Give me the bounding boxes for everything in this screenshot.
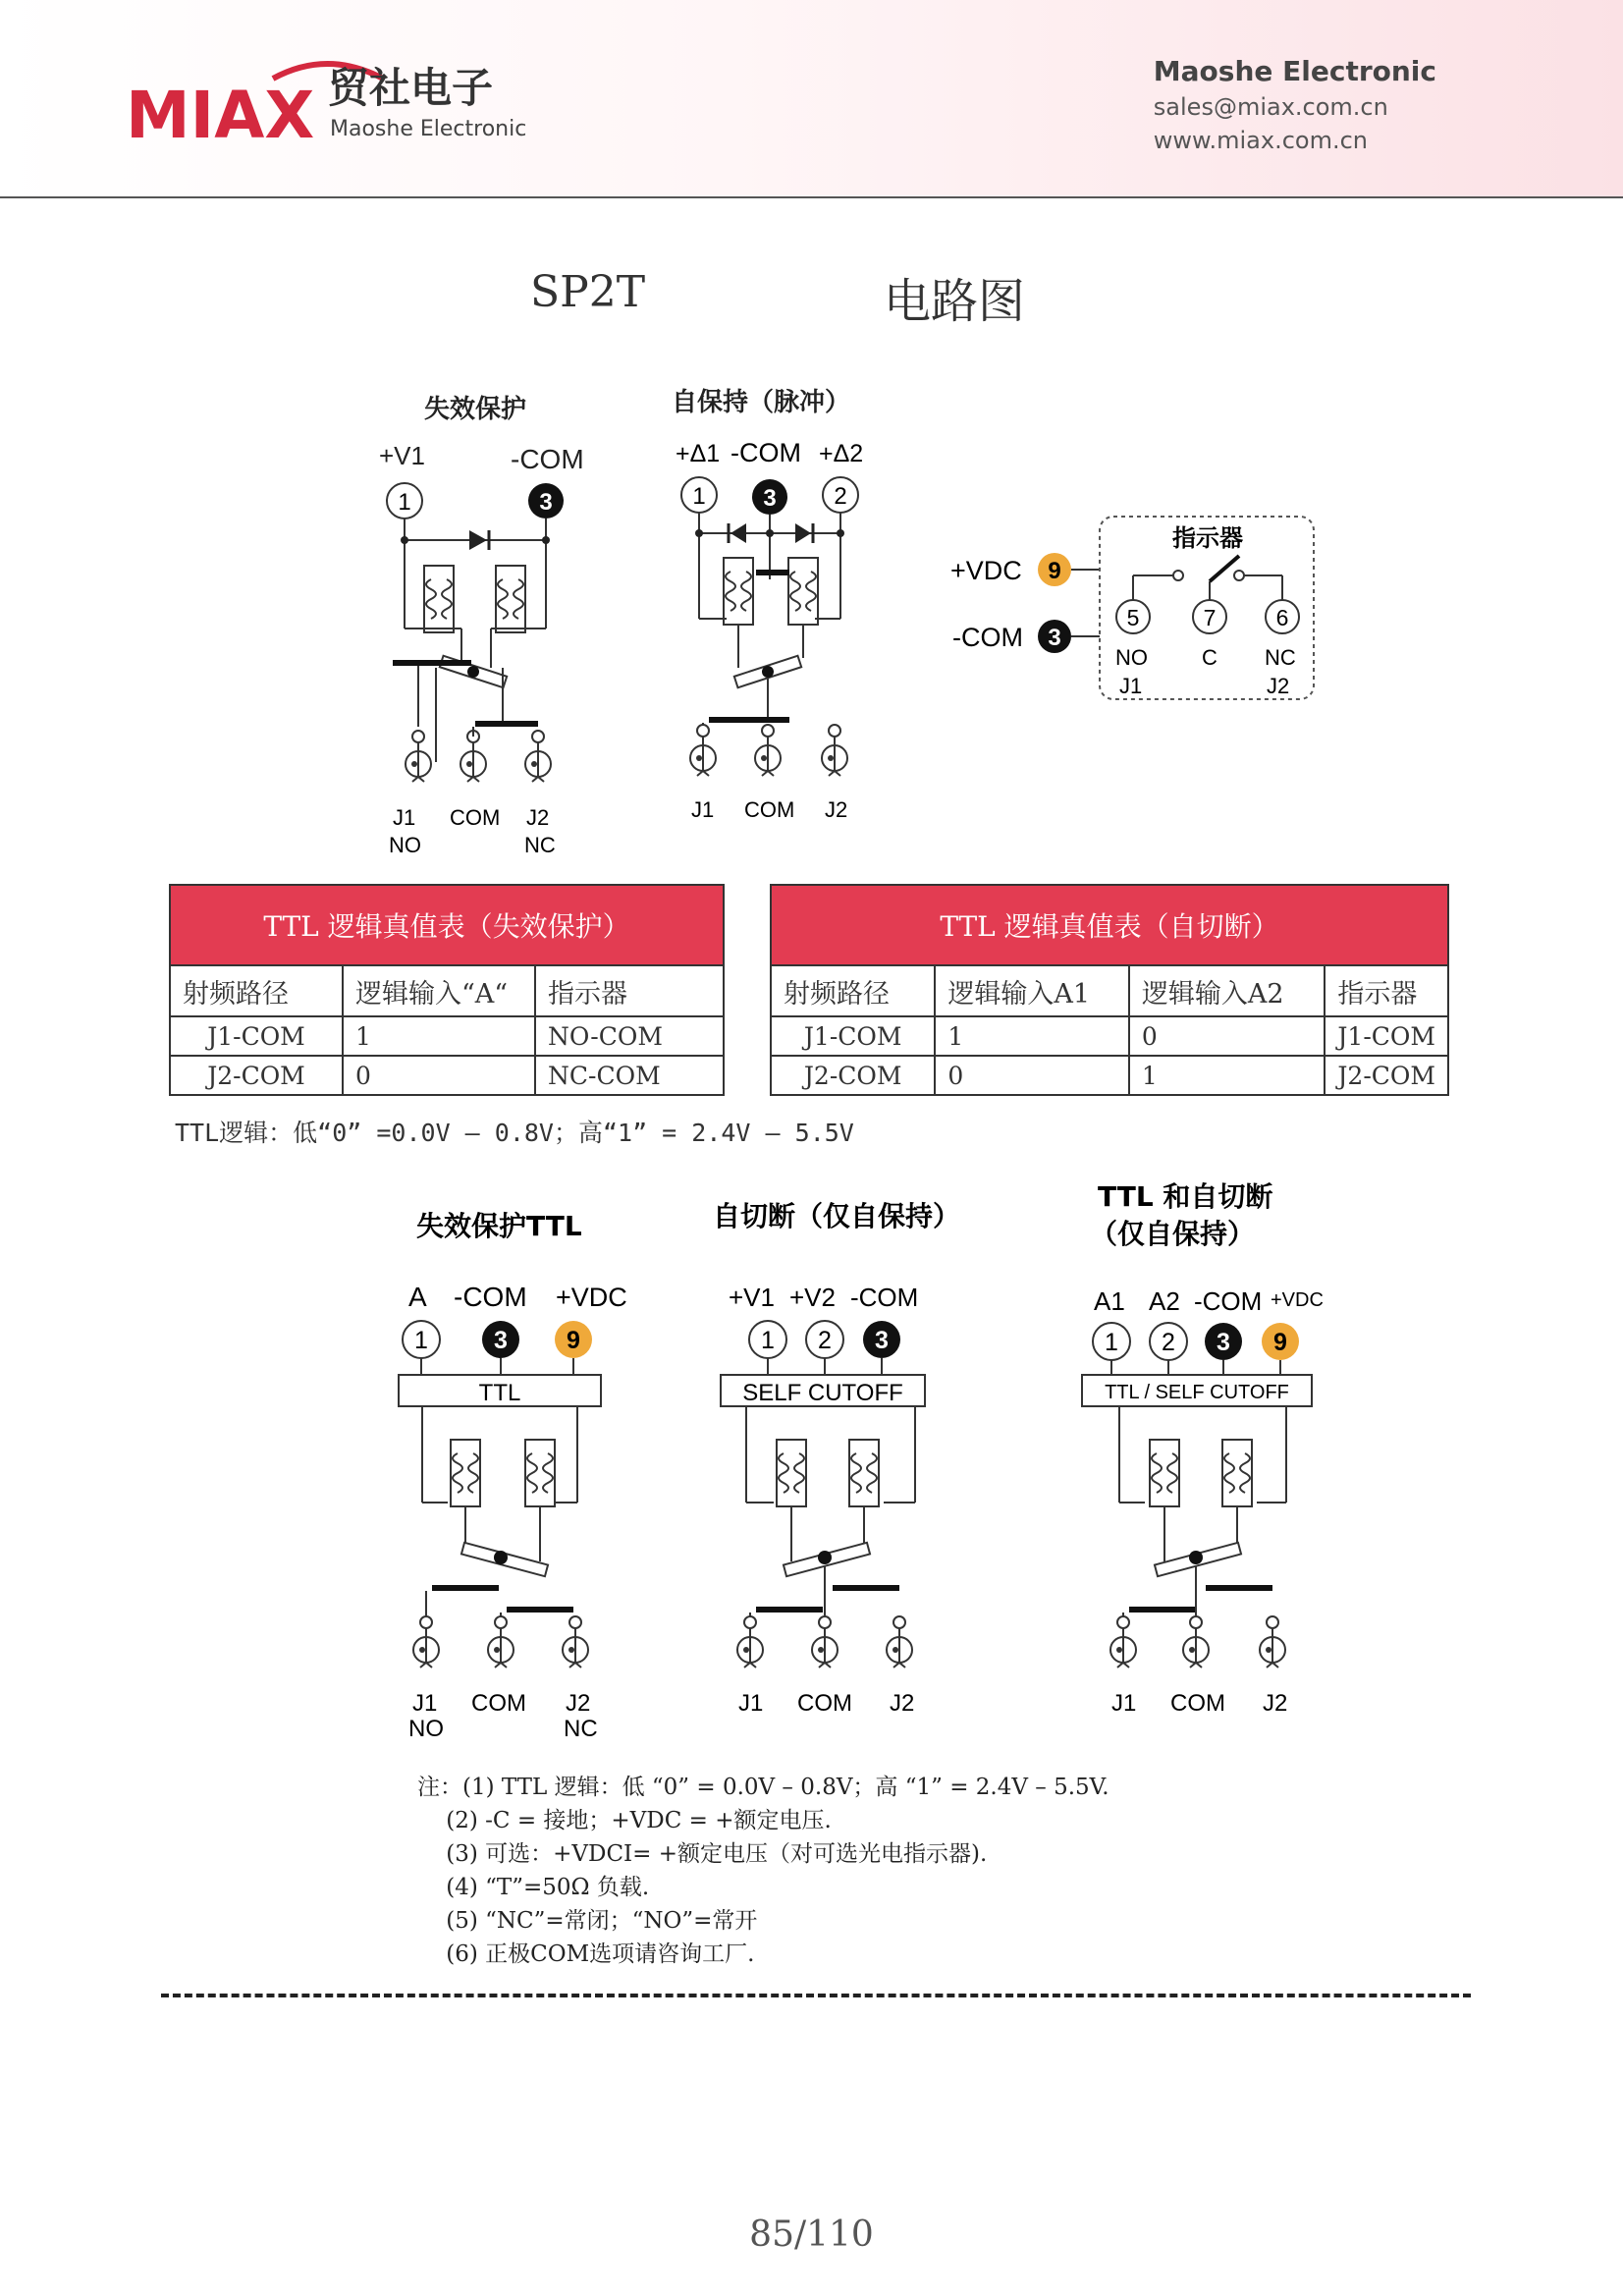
- cell: J1-COM: [1325, 1016, 1448, 1056]
- pin-label-d1: +Δ1: [676, 440, 721, 467]
- cell: 0: [1129, 1016, 1325, 1056]
- email: sales@miax.com.cn: [1153, 93, 1388, 121]
- latching-caption: 自保持（脉冲）: [672, 388, 851, 417]
- cell: J1-COM: [170, 1016, 343, 1056]
- port-j2: J2: [566, 1690, 591, 1717]
- pin-num-1b: 1: [692, 483, 706, 510]
- logo-text: MIAX: [126, 78, 315, 145]
- pin-num-2b: 2: [834, 483, 847, 510]
- port-j1: J1: [412, 1690, 438, 1717]
- page-number: 85/110: [749, 2214, 874, 2255]
- cell: 1: [935, 1016, 1129, 1056]
- ttl-selfcut-diagram: [1082, 1180, 1324, 1717]
- supply-num-3: 3: [1048, 625, 1061, 651]
- bottom-diagrams: [0, 1169, 1623, 1758]
- selfcut-box-label: SELF CUTOFF: [742, 1380, 903, 1406]
- latching-diagram: [672, 388, 863, 822]
- website: www.miax.com.cn: [1153, 127, 1368, 154]
- port-j2: J2: [526, 805, 550, 830]
- indicator-caption: 指示器: [1172, 524, 1243, 552]
- cell: NO-COM: [535, 1016, 724, 1056]
- cell: J1-COM: [771, 1016, 935, 1056]
- pin-num: 3: [494, 1327, 508, 1354]
- note-line: (2) -C = 接地；+VDC = +额定电压.: [417, 1808, 832, 1833]
- port-j1: J1: [393, 805, 416, 830]
- divider: [161, 1994, 1471, 1997]
- logo-cn: 贸社电子: [328, 64, 494, 112]
- pin-label-com: -COM: [511, 444, 584, 474]
- col-header: 逻辑输入A1: [935, 965, 1129, 1016]
- pin-num: 3: [875, 1327, 889, 1354]
- pin-num-1: 1: [398, 489, 411, 516]
- port-com: COM: [471, 1690, 526, 1717]
- pin-a: A: [408, 1282, 427, 1312]
- port-j2: J2: [890, 1690, 915, 1717]
- failsafe-caption: 失效保护: [424, 395, 527, 424]
- supply-com: -COM: [952, 623, 1023, 652]
- col-header: 指示器: [535, 965, 724, 1016]
- col-header: 逻辑输入A2: [1129, 965, 1325, 1016]
- truth-table-failsafe: [169, 884, 725, 1096]
- port-sub-nc: NC: [524, 833, 556, 857]
- table-row: [771, 1056, 1448, 1095]
- port-comb: COM: [744, 797, 795, 822]
- pin-vdc: +VDC: [556, 1283, 627, 1312]
- ttl-selfcut-caption2: （仅自保持）: [1090, 1218, 1256, 1250]
- logo-en: Maoshe Electronic: [330, 117, 527, 141]
- pin-com: -COM: [850, 1283, 919, 1312]
- selfcut-diagram: [713, 1200, 960, 1717]
- pin-label-v1: +V1: [379, 441, 425, 470]
- pin-num: 9: [1273, 1329, 1287, 1356]
- pin-num: 2: [818, 1327, 832, 1354]
- ttl-selfcut-caption1: TTL 和自切断: [1098, 1180, 1273, 1213]
- pin-label-d2: +Δ2: [819, 440, 864, 467]
- indicator-diagram: [950, 517, 1314, 699]
- cell: NC-COM: [535, 1056, 724, 1095]
- ttl-logic-note: TTL逻辑：低“0” =0.0V – 0.8V；高“1” = 2.4V – 5.5V: [175, 1119, 854, 1147]
- pin-label-com2: -COM: [730, 438, 801, 467]
- note-line: (4) “T”=50Ω 负载.: [417, 1875, 650, 1900]
- pin-num: 1: [1105, 1329, 1118, 1356]
- diagram-title: 电路图: [884, 274, 1026, 329]
- failsafe-ttl-diagram: [399, 1210, 627, 1742]
- pin-num-3: 3: [539, 489, 553, 516]
- pin-num: 9: [567, 1327, 580, 1354]
- pin-com: -COM: [454, 1282, 527, 1312]
- ind-sub-j2: J2: [1267, 674, 1290, 698]
- col-header: 射频路径: [771, 965, 935, 1016]
- contact-block: [1154, 55, 1436, 154]
- port-j1: J1: [1111, 1690, 1137, 1717]
- pin-a1: A1: [1094, 1286, 1125, 1316]
- pin-num: 3: [1217, 1329, 1230, 1356]
- ttl-selfcut-box-label: TTL / SELF CUTOFF: [1105, 1382, 1289, 1403]
- note-line: (5) “NC”=常闭；“NO”=常开: [417, 1908, 758, 1934]
- cell: 1: [343, 1016, 535, 1056]
- table-title: TTL 逻辑真值表（失效保护）: [170, 885, 724, 965]
- ind-label-nc: NC: [1265, 645, 1296, 670]
- port-com: COM: [797, 1690, 852, 1717]
- cell: 0: [935, 1056, 1129, 1095]
- note-line: (3) 可选：+VDCI= +额定电压（对可选光电指示器).: [417, 1841, 988, 1867]
- port-com: COM: [1170, 1690, 1225, 1717]
- page-header: [0, 0, 1623, 198]
- ind-pin-5: 5: [1126, 605, 1140, 630]
- note-line: 注：(1) TTL 逻辑：低 “0” = 0.0V – 0.8V；高 “1” = 2.4V – 5.5V.: [417, 1775, 1109, 1800]
- ind-label-no: NO: [1115, 645, 1148, 670]
- port-sub-no: NO: [389, 833, 421, 857]
- pin-v2: +V2: [789, 1283, 836, 1312]
- cell: 1: [1129, 1056, 1325, 1095]
- ind-pin-7: 7: [1203, 605, 1217, 630]
- col-header: 逻辑输入“A“: [343, 965, 535, 1016]
- ind-sub-j1: J1: [1119, 674, 1143, 698]
- port-j2b: J2: [825, 797, 848, 822]
- ind-label-c: C: [1202, 645, 1217, 670]
- failsafe-ttl-caption: 失效保护TTL: [416, 1210, 582, 1242]
- table-row: [170, 1016, 724, 1056]
- col-header: 射频路径: [170, 965, 343, 1016]
- port-sub-no: NO: [408, 1716, 444, 1742]
- miax-logo: [126, 57, 558, 145]
- pin-v1: +V1: [729, 1283, 775, 1312]
- pin-vdc: +VDC: [1271, 1289, 1324, 1311]
- port-com: COM: [450, 805, 501, 830]
- pin-num-3b: 3: [763, 485, 777, 512]
- ttl-box-label: TTL: [478, 1380, 521, 1406]
- pin-num: 2: [1162, 1329, 1175, 1356]
- col-header: 指示器: [1325, 965, 1448, 1016]
- table-row: [170, 1056, 724, 1095]
- model-title: SP2T: [530, 267, 646, 317]
- port-j1: J1: [738, 1690, 764, 1717]
- truth-table-selfcut: [770, 884, 1449, 1096]
- supply-vdc: +VDC: [950, 556, 1022, 585]
- pin-num: 1: [761, 1327, 775, 1354]
- notes-block: [417, 1771, 1109, 1971]
- failsafe-diagram: [379, 394, 584, 857]
- table-title: TTL 逻辑真值表（自切断）: [771, 885, 1448, 965]
- port-j1b: J1: [691, 797, 715, 822]
- pin-com: -COM: [1194, 1286, 1263, 1316]
- ind-pin-6: 6: [1275, 605, 1289, 630]
- port-sub-nc: NC: [564, 1716, 598, 1742]
- supply-num-9: 9: [1048, 558, 1061, 584]
- cell: J2-COM: [170, 1056, 343, 1095]
- table-row: [771, 1016, 1448, 1056]
- pin-a2: A2: [1149, 1286, 1180, 1316]
- cell: J2-COM: [1325, 1056, 1448, 1095]
- port-j2: J2: [1263, 1690, 1288, 1717]
- cell: 0: [343, 1056, 535, 1095]
- pin-num: 1: [414, 1327, 428, 1354]
- note-line: (6) 正极COM选项请咨询工厂.: [417, 1941, 755, 1967]
- selfcut-caption: 自切断（仅自保持）: [713, 1200, 961, 1232]
- top-diagrams: [0, 373, 1623, 864]
- cell: J2-COM: [771, 1056, 935, 1095]
- company-name: Maoshe Electronic: [1153, 55, 1436, 87]
